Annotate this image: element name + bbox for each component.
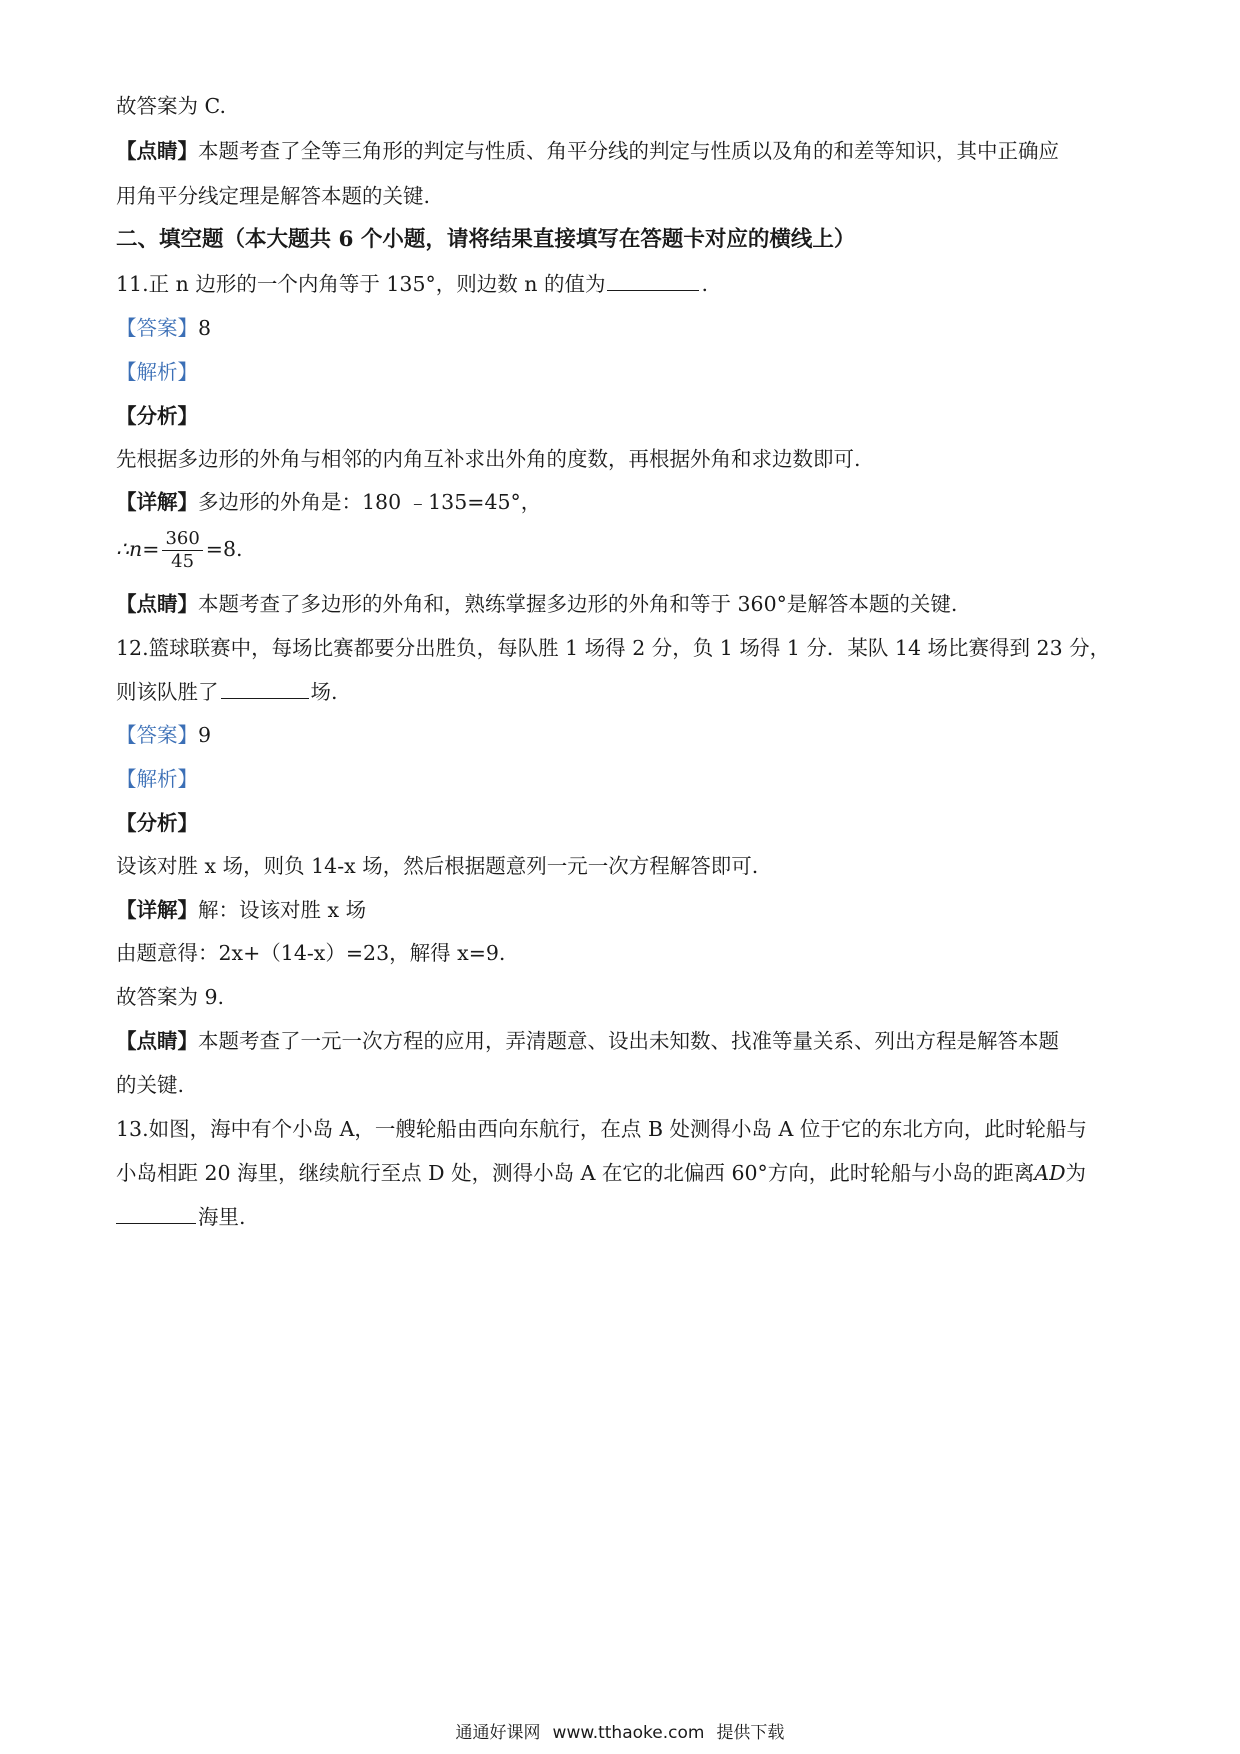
detail-line <box>116 896 366 924</box>
dianjing-text: 本题考查了多边形的外角和，熟练掌握多边形的外角和等于 360°是解答本题的关键. <box>198 592 958 616</box>
answer-blank <box>607 270 699 291</box>
detail-text: 解：设该对胜 x 场 <box>198 898 367 922</box>
formula-line <box>116 526 243 573</box>
text-line: 用角平分线定理是解答本题的关键. <box>116 184 431 208</box>
page-footer <box>0 1718 1240 1743</box>
analysis-tag: 【解析】 <box>116 767 198 791</box>
dianjing-tag: 【点睛】 <box>116 139 198 163</box>
question-11-stem <box>116 270 708 298</box>
fenxi-text: 先根据多边形的外角与相邻的内角互补求出外角的度数，再根据外角和求边数即可. <box>116 447 861 471</box>
analysis-tag: 【解析】 <box>116 360 198 384</box>
answer-tag: 【答案】 <box>116 316 198 340</box>
detail-line <box>116 488 541 516</box>
detail-tag: 【详解】 <box>116 490 198 514</box>
dianjing-tag: 【点睛】 <box>116 1029 198 1053</box>
text-line: 的关键. <box>116 1073 185 1097</box>
question-12-stem: 12.篮球联赛中，每场比赛都要分出胜负，每队胜 1 场得 2 分，负 1 场得 1 分．某队 14 场比赛得到 23 分， <box>116 636 1111 660</box>
detail-text: 多边形的外角是：180 ﹣135=45°， <box>198 490 542 514</box>
fraction-numerator: 360 <box>162 528 202 551</box>
dianjing-text: 本题考查了一元一次方程的应用，弄清题意、设出未知数、找准等量关系、列出方程是解答本题 <box>198 1029 1059 1053</box>
dianjing-tag: 【点睛】 <box>116 592 198 616</box>
question-13-stem: 13.如图，海中有个小岛 A，一艘轮船由西向东航行，在点 B 处测得小岛 A 位于它的东北方向，此时轮船与 <box>116 1117 1087 1141</box>
question-13-stem-end <box>116 1203 246 1231</box>
fraction <box>162 528 202 573</box>
text-line: 故答案为 9. <box>116 985 225 1009</box>
q13-stem-text: 小岛相距 20 海里，继续航行至点 D 处，测得小岛 A 在它的北偏西 60°方向，此时轮船与小岛的距离 <box>116 1161 1035 1185</box>
text-line: 故答案为 C. <box>116 94 226 118</box>
q12-stem-text: 则该队胜了 <box>116 680 219 704</box>
footer-site-name: 通通好课网 <box>455 1723 541 1743</box>
dianjing-line <box>116 590 957 618</box>
q11-answer <box>116 314 211 342</box>
variable-ad: AD <box>1034 1161 1066 1185</box>
text-line: 由题意得：2x+（14-x）=23，解得 x=9. <box>116 941 506 965</box>
formula-suffix: =8. <box>205 537 243 561</box>
section-heading: 二、填空题（本大题共 6 个小题，请将结果直接填写在答题卡对应的横线上） <box>116 227 856 252</box>
footer-url[interactable]: www.tthaoke.com <box>552 1723 705 1743</box>
answer-blank <box>116 1203 196 1224</box>
fenxi-tag: 【分析】 <box>116 811 198 835</box>
formula-prefix: ∴n= <box>116 537 160 561</box>
q12-stem-end: 场. <box>310 680 338 704</box>
answer-value: 8 <box>198 316 212 340</box>
answer-value: 9 <box>198 723 212 747</box>
detail-tag: 【详解】 <box>116 898 198 922</box>
question-12-stem-cont <box>116 678 338 706</box>
question-13-stem-cont <box>116 1159 1086 1187</box>
answer-tag: 【答案】 <box>116 723 198 747</box>
fenxi-text: 设该对胜 x 场，则负 14-x 场，然后根据题意列一元一次方程解答即可. <box>116 854 759 878</box>
dianjing-text: 本题考查了全等三角形的判定与性质、角平分线的判定与性质以及角的和差等知识，其中正确应 <box>198 139 1059 163</box>
dianjing-line <box>116 1027 1059 1055</box>
q11-stem-text: 11.正 n 边形的一个内角等于 135°，则边数 n 的值为 <box>116 272 606 296</box>
q13-stem-end: 海里. <box>198 1205 246 1229</box>
fraction-denominator: 45 <box>171 551 195 572</box>
q11-stem-end: . <box>701 272 708 296</box>
answer-blank <box>221 678 309 699</box>
q12-answer <box>116 721 211 749</box>
footer-note: 提供下载 <box>716 1723 785 1743</box>
text-line <box>116 137 1059 165</box>
q13-stem-text-b: 为 <box>1065 1161 1087 1185</box>
fenxi-tag: 【分析】 <box>116 404 198 428</box>
